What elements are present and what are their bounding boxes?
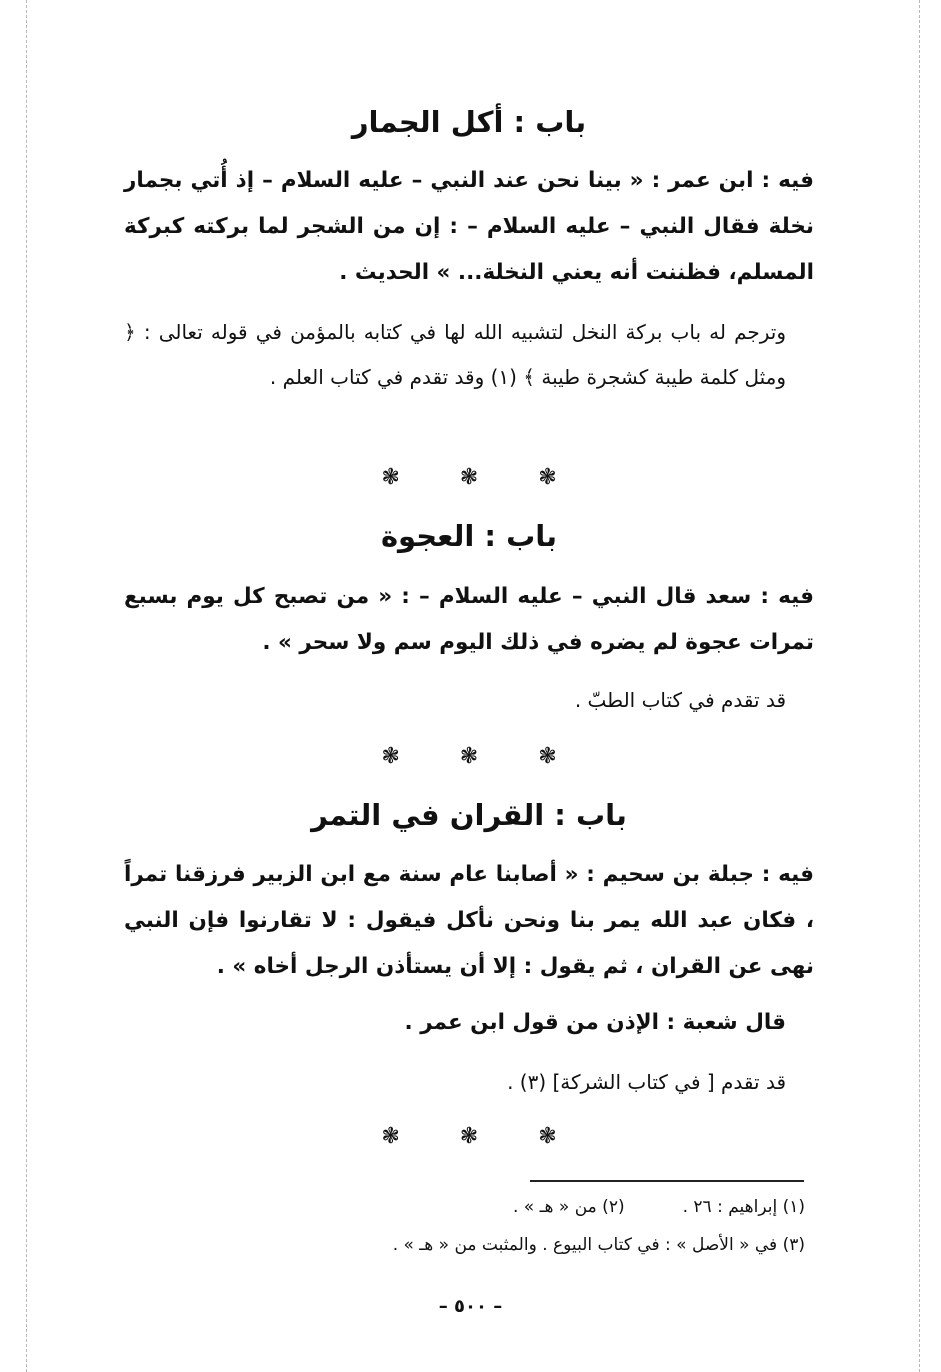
section-commentary-ajwa: قد تقدم في كتاب الطبّ .	[574, 688, 786, 712]
scan-margin-line-right	[919, 0, 920, 1372]
footnote-separator-rule	[530, 1180, 804, 1182]
separator-star-icon: ❃	[381, 1124, 400, 1149]
separator-star-icon: ❃	[381, 744, 400, 769]
section-separator	[124, 1122, 814, 1152]
section-heading-jummar: باب : أكل الجمار	[351, 105, 587, 139]
separator-star-icon: ❃	[538, 465, 557, 490]
page-number: – ٥٠٠ –	[438, 1296, 503, 1317]
separator-star-icon: ❃	[538, 1124, 557, 1149]
footnote-3: (٣) في « الأصل » : في كتاب البيوع . والمثبت من « هـ » .	[392, 1235, 805, 1255]
section-separator	[124, 742, 814, 772]
separator-star-icon: ❃	[459, 744, 479, 769]
section-heading-qiran: باب : القران في التمر	[311, 798, 627, 832]
footnote-line-1	[513, 1193, 805, 1221]
section-commentary-jummar: وترجم له باب بركة النخل لتشبيه الله لها في كتابه بالمؤمن في قوله تعالى : ﴿ ومثل كلمة طيبة كشجرة طيبة ﴾ (١) وقد تقدم في كتاب العلم .	[124, 320, 786, 389]
section-main-text-jummar: فيه : ابن عمر : « بينا نحن عند النبي – عليه السلام – إذ أُتي بجمار نخلة فقال النبي – عليه السلام – : إن من الشجر لما بركته كبركة المسلم، فظننت أنه يعني النخلة... » الحديث .	[124, 168, 814, 285]
separator-star-icon: ❃	[459, 1124, 479, 1149]
section-note-shuba: قال شعبة : الإذن من قول ابن عمر .	[404, 1010, 786, 1035]
section-note-sharika: قد تقدم [ في كتاب الشركة] (٣) .	[507, 1070, 786, 1094]
footnote-2: (٢) من « هـ » .	[512, 1197, 625, 1217]
section-main-text-ajwa: فيه : سعد قال النبي – عليه السلام – : « من تصبح كل يوم بسبع تمرات عجوة لم يضره في ذلك اليوم سم ولا سحر » .	[124, 584, 814, 655]
section-separator	[124, 463, 814, 493]
separator-star-icon: ❃	[381, 465, 400, 490]
section-heading-ajwa: باب : العجوة	[380, 519, 558, 553]
separator-star-icon: ❃	[459, 465, 479, 490]
footnote-1: (١) إبراهيم : ٢٦ .	[682, 1197, 805, 1217]
section-main-text-qiran: فيه : جبلة بن سحيم : « أصابنا عام سنة مع ابن الزبير فرزقنا تمراً ، فكان عبد الله يمر بنا ونحن نأكل فيقول : لا تقارنوا فإن النبي نهى عن القران ، ثم يقول : إلا أن يستأذن الرجل أخاه » .	[124, 862, 814, 979]
scan-margin-line-left	[26, 0, 27, 1372]
separator-star-icon: ❃	[538, 744, 557, 769]
